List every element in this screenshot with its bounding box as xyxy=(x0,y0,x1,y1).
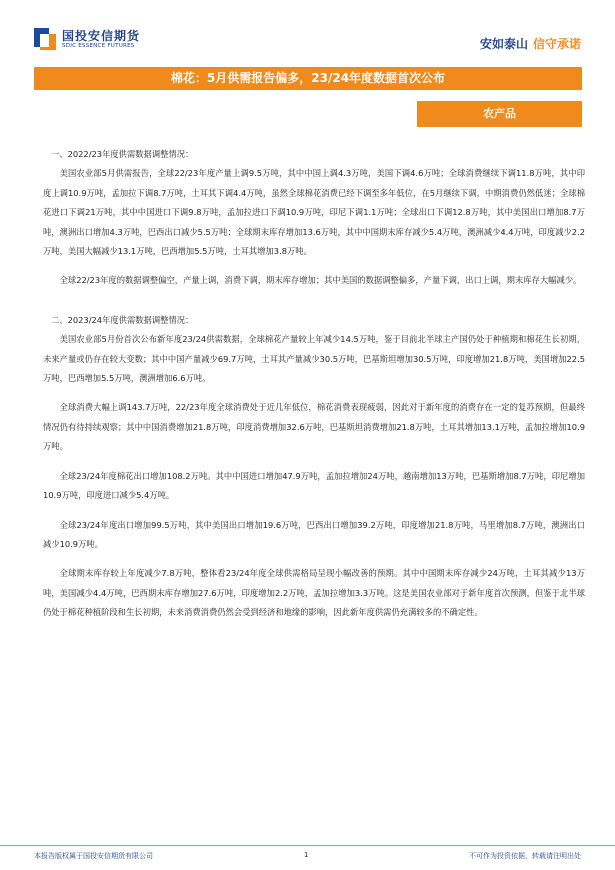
footer-divider xyxy=(0,845,615,846)
section-heading: 一、2022/23年度供需数据调整情况： xyxy=(51,149,194,159)
paragraph: 全球消费大幅上调143.7万吨，22/23年度全球消费处于近几年低位，棉花消费表现疲弱，因此对于新年度的消费存在一定的复苏预期，但最终情况仍有待持续观察；其中中国消费增加21.8万吨，印度消费增加32.6万吨，巴基斯坦消费增加21.8万吨，土耳其增加13.1万吨，孟加拉增加10.9万吨。 xyxy=(43,402,585,452)
paragraph: 美国农业部5月供需报告，全球22/23年度产量上调9.5万吨，其中中国上调4.3万吨，美国下调4.6万吨；全球消费继续下调11.8万吨，其中印度上调10.9万吨，孟加拉下调8.7万吨，土耳其下调4.4万吨，虽然全球棉花消费已经下调至多年低位，在5月继续下调，中期消费仍然低迷；全球棉花进口下调21万吨，其中中国进口下调9.8万吨，孟加拉进口下调10.9万吨，印尼下调1.1万吨；全球出口下调12.8万吨，其中美国出口增加8.7万吨，澳洲出口增加4.3万吨，巴西出口减少5.5万吨；全球期末库存增加13.6万吨，其中中国期末库存减少5.4万吨，澳洲减少4.4万吨，印度减少2.2万吨，美国大幅减少13.1万吨，巴西增加5.5万吨，土耳其增加3.8万吨。 xyxy=(43,168,585,257)
company-logo-icon xyxy=(34,28,56,50)
paragraph: 美国农业部5月份首次公布新年度23/24供需数据，全球棉花产量较上年减少14.5万吨，鉴于目前北半球主产国仍处于种植期和棉花生长初期，未来产量或仍存在较大变数；其中中国产量减少69.7万吨，土耳其产量减少30.5万吨，巴基斯坦增加30.5万吨，印度增加21.8万吨，美国增加22.5万吨，巴西增加5.5万吨，澳洲增加6.6万吨。 xyxy=(43,334,585,384)
page-number: 1 xyxy=(304,851,309,859)
section-heading: 二、2023/24年度供需数据调整情况： xyxy=(51,314,194,325)
footer-disclaimer: 不可作为投资依据，转载请注明出处 xyxy=(469,852,581,860)
category-tag: 农产品 xyxy=(417,101,582,127)
paragraph: 全球23/24年度棉花出口增加108.2万吨。其中中国进口增加47.9万吨，孟加拉增加24万吨，越南增加13万吨，巴基斯增加8.7万吨，印尼增加10.9万吨，印度进口减少5.4万吨。 xyxy=(43,470,585,501)
slogan-part2: 信守承诺 xyxy=(532,37,581,51)
paragraph: 全球23/24年度出口增加99.5万吨，其中美国出口增加19.6万吨，巴西出口增加39.2万吨，印度增加21.8万吨，马里增加8.7万吨，澳洲出口减少10.9万吨。 xyxy=(43,519,585,549)
paragraph: 全球期末库存较上年度减少7.8万吨，整体看23/24年度全球供需格局呈现小幅改善的预期。其中中国期末库存减少24万吨，土耳其减少13万吨，美国减少4.4万吨，巴西期末库存增加27.6万吨，印度增加2.2万吨，孟加拉增加3.3万吨。这是美国农业部对于新年度首次预测，但鉴于北半球仍处于棉花种植阶段和生长初期，未来消费消费仍然会受到经济和地缘的影响，因此新年度供需仍充满较多的不确定性。 xyxy=(43,568,585,618)
company-name-cn: 国投安信期货 xyxy=(62,29,141,43)
page-header xyxy=(0,0,615,62)
slogan-part1: 安如泰山 xyxy=(479,37,528,51)
company-name-en: SDIC ESSENCE FUTURES xyxy=(62,43,135,49)
report-title: 棉花：5月供需报告偏多，23/24年度数据首次公布 xyxy=(34,67,582,90)
company-slogan xyxy=(480,35,581,52)
footer-copyright: 本报告版权属于国投安信期货有限公司 xyxy=(34,852,153,860)
report-body xyxy=(43,145,585,623)
paragraph: 全球22/23年度的数据调整偏空，产量上调，消费下调，期末库存增加；其中美国的数据调整偏多，产量下调，出口上调，期末库存大幅减少。 xyxy=(59,275,582,286)
